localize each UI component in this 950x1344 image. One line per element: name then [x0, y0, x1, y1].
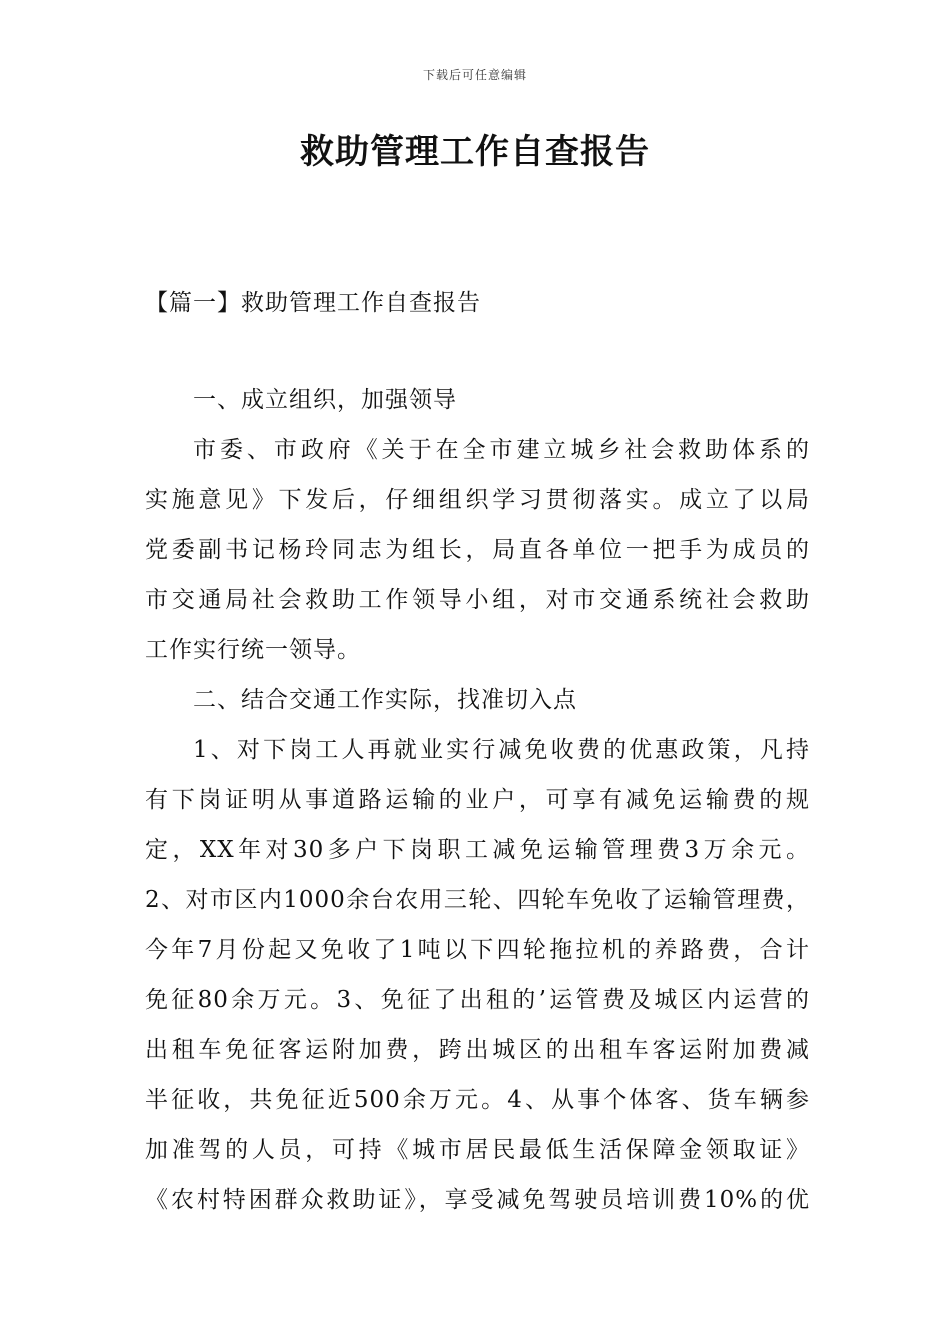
- paragraph-line: 市交通局社会救助工作领导小组，对市交通系统社会救助: [145, 587, 810, 613]
- paragraph-line: 1、对下岗工人再就业实行减免收费的优惠政策，凡持: [193, 737, 810, 763]
- paragraph-line: 加准驾的人员，可持《城市居民最低生活保障金领取证》: [145, 1137, 810, 1163]
- paragraph-line: 出租车免征客运附加费，跨出城区的出租车客运附加费减: [145, 1037, 810, 1063]
- paragraph-line: 《农村特困群众救助证》，享受减免驾驶员培训费10%的优: [145, 1187, 810, 1213]
- paragraph-line: 半征收，共免征近500余万元。4、从事个体客、货车辆参: [145, 1087, 810, 1113]
- heading-establish-organization: 一、成立组织，加强领导: [193, 387, 457, 413]
- heading-combine-work: 二、结合交通工作实际，找准切入点: [193, 687, 577, 713]
- paragraph-line: 党委副书记杨玲同志为组长，局直各单位一把手为成员的: [145, 537, 810, 563]
- paragraph-line: 定，XX年对30多户下岗职工减免运输管理费3万余元。: [145, 837, 810, 863]
- paragraph-line: 工作实行统一领导。: [145, 637, 361, 663]
- paragraph-line: 2、对市区内1000余台农用三轮、四轮车免收了运输管理费，: [145, 887, 810, 913]
- section-heading: 【篇一】救助管理工作自查报告: [145, 290, 481, 316]
- document-title: 救助管理工作自查报告: [300, 132, 650, 172]
- paragraph-line: 实施意见》下发后，仔细组织学习贯彻落实。成立了以局: [145, 487, 810, 513]
- paragraph-line: 市委、市政府《关于在全市建立城乡社会救助体系的: [193, 437, 810, 463]
- document-body: [145, 375, 810, 1225]
- header-note: 下载后可任意编辑: [422, 68, 527, 82]
- paragraph-line: 免征80余万元。3、免征了出租的’运管费及城区内运营的: [145, 987, 810, 1013]
- paragraph-line: 有下岗证明从事道路运输的业户，可享有减免运输费的规: [145, 787, 810, 813]
- paragraph-line: 今年7月份起又免收了1吨以下四轮拖拉机的养路费，合计: [145, 937, 810, 963]
